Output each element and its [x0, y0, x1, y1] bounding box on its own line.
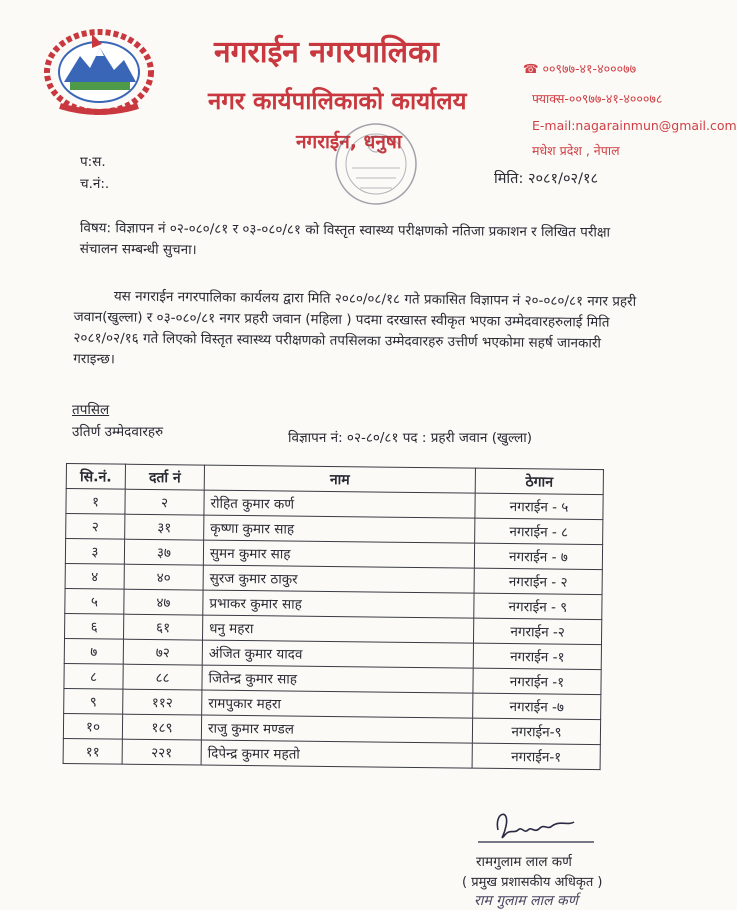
cell-registration: ११२: [123, 689, 202, 715]
header-registration: दर्ता नं: [125, 464, 204, 490]
cell-serial: १०: [63, 713, 122, 739]
cell-serial: ९: [64, 688, 123, 714]
cell-address: नगराईन -७: [473, 693, 601, 719]
header-serial: सि.नं.: [66, 464, 125, 490]
province-name: मधेश प्रदेश , नेपाल: [532, 143, 620, 158]
cell-serial: २: [66, 514, 125, 540]
cell-registration: २२१: [122, 739, 201, 765]
cell-address: नगराईन -१: [473, 643, 601, 669]
passed-candidates-heading: उतिर्ण उम्मेदवारहरु: [72, 424, 164, 440]
cell-address: नगराईन-९: [472, 718, 600, 744]
advertisement-post-line: विज्ञापन नं: ०२-८०/८१ पद : प्रहरी जवान (खुल्ला): [288, 430, 533, 446]
cell-address: नगराईन -२: [473, 618, 601, 644]
cell-name: जितेन्द्र कुमार साह: [202, 665, 473, 693]
cell-name: रोहित कुमार कर्ण: [204, 490, 475, 518]
signature-mark: [470, 800, 600, 852]
cell-address: नगराईन - २: [474, 568, 602, 594]
cell-name: दिपेन्द्र कुमार महतो: [201, 740, 472, 768]
candidates-table: [63, 463, 604, 770]
nepal-emblem-icon: [40, 26, 158, 118]
document-date: मिति: २०८१/०२/१८: [494, 171, 599, 187]
cell-serial: ६: [65, 613, 124, 639]
subject-line: विषय: विज्ञापन नं ०२-०८०/८१ र ०३-०८०/८१ को विस्तृत स्वास्थ्य परीक्षणको नतिजा प्रकाशन र लिखित परीक्षा संचालन सम्बन्धी सुचना।: [79, 219, 611, 259]
header-address: ठेगान: [475, 468, 603, 494]
table-row: [63, 738, 600, 769]
table-body: [63, 489, 603, 770]
cell-name: धनु महरा: [203, 615, 474, 643]
cell-serial: ३: [65, 539, 124, 565]
cell-serial: ५: [65, 588, 124, 614]
cell-name: राजु कुमार मण्डल: [201, 715, 472, 743]
phone-number: ☎ ००९७७-४१-४०००७७: [523, 61, 637, 76]
cell-address: नगराईन -१: [473, 668, 601, 694]
cell-registration: ३१: [125, 514, 204, 540]
signatory-name: रामगुलाम लाल कर्ण: [476, 854, 572, 870]
office-name: नगर कार्यपालिकाको कार्यालय: [208, 87, 467, 115]
municipality-name: नगराईन नगरपालिका: [214, 35, 439, 70]
office-location: नगराईन, धनुषा: [296, 131, 402, 153]
office-seal-stamp: [326, 118, 426, 214]
letter-number-label: प:स.: [80, 154, 106, 170]
cell-serial: ११: [63, 738, 122, 764]
cell-name: रामपुकार महरा: [202, 690, 473, 718]
cell-name: सुरज कुमार ठाकुर: [203, 565, 474, 593]
cell-address: नगराईन - ५: [475, 493, 603, 519]
cell-registration: ७२: [123, 639, 202, 665]
cell-name: अंजित कुमार यादव: [202, 640, 473, 668]
schedule-heading: तपसिल: [72, 402, 110, 418]
cell-address: नगराईन - ७: [474, 543, 602, 569]
cell-serial: १: [66, 489, 125, 515]
cell-address: नगराईन - ८: [475, 518, 603, 544]
cell-serial: ८: [64, 663, 123, 689]
fax-number: फ्याक्स-००९७७-४१-४०००७८: [532, 91, 663, 106]
cell-address: नगराईन - ९: [474, 593, 602, 619]
cell-name: प्रभाकर कुमार साह: [203, 590, 474, 618]
cell-registration: ४७: [124, 589, 203, 615]
email-address: E-mail:nagarainmun@gmail.com: [532, 118, 737, 133]
cell-registration: ४०: [124, 564, 203, 590]
cell-registration: २: [125, 489, 204, 515]
cell-registration: ८८: [123, 664, 202, 690]
notice-body: यस नगराईन नगरपालिका कार्यलय द्वारा मिति २०८०/०८/१८ गते प्रकासित विज्ञापन नं २०-०८०/८१ नगर प्रहरी जवान(खुल्ला) र ०३-०८०/८१ नगर प्रहरी जवान (महिला ) पदमा दरखास्त स्वीकृत भएका उम्मेदवारहरुलाई मिति २०८१/०२/१६ गते लिएको विस्तृत स्वास्थ्य परीक्षणको तपसिलका उम्मेदवारहरु उत्तीर्ण भएकोमा सहर्ष जानकारी गराइन्छ।: [73, 288, 637, 368]
candidates-table-wrapper: [63, 463, 604, 770]
cell-registration: १८९: [122, 714, 201, 740]
cell-registration: ३७: [124, 539, 203, 565]
signatory-title: ( प्रमुख प्रशासकीय अधिकृत ): [462, 875, 603, 890]
header-name: नाम: [204, 465, 475, 493]
cell-serial: ७: [64, 638, 123, 664]
dispatch-number-label: च.नं:.: [80, 176, 110, 192]
cell-name: कृष्णा कुमार साह: [204, 515, 475, 543]
cell-address: नगराईन-१: [472, 743, 600, 769]
cell-registration: ६१: [124, 614, 203, 640]
cell-serial: ४: [65, 563, 124, 589]
cell-name: सुमन कुमार साह: [203, 540, 474, 568]
name-stamp: राम गुलाम लाल कर्ण: [474, 893, 578, 909]
